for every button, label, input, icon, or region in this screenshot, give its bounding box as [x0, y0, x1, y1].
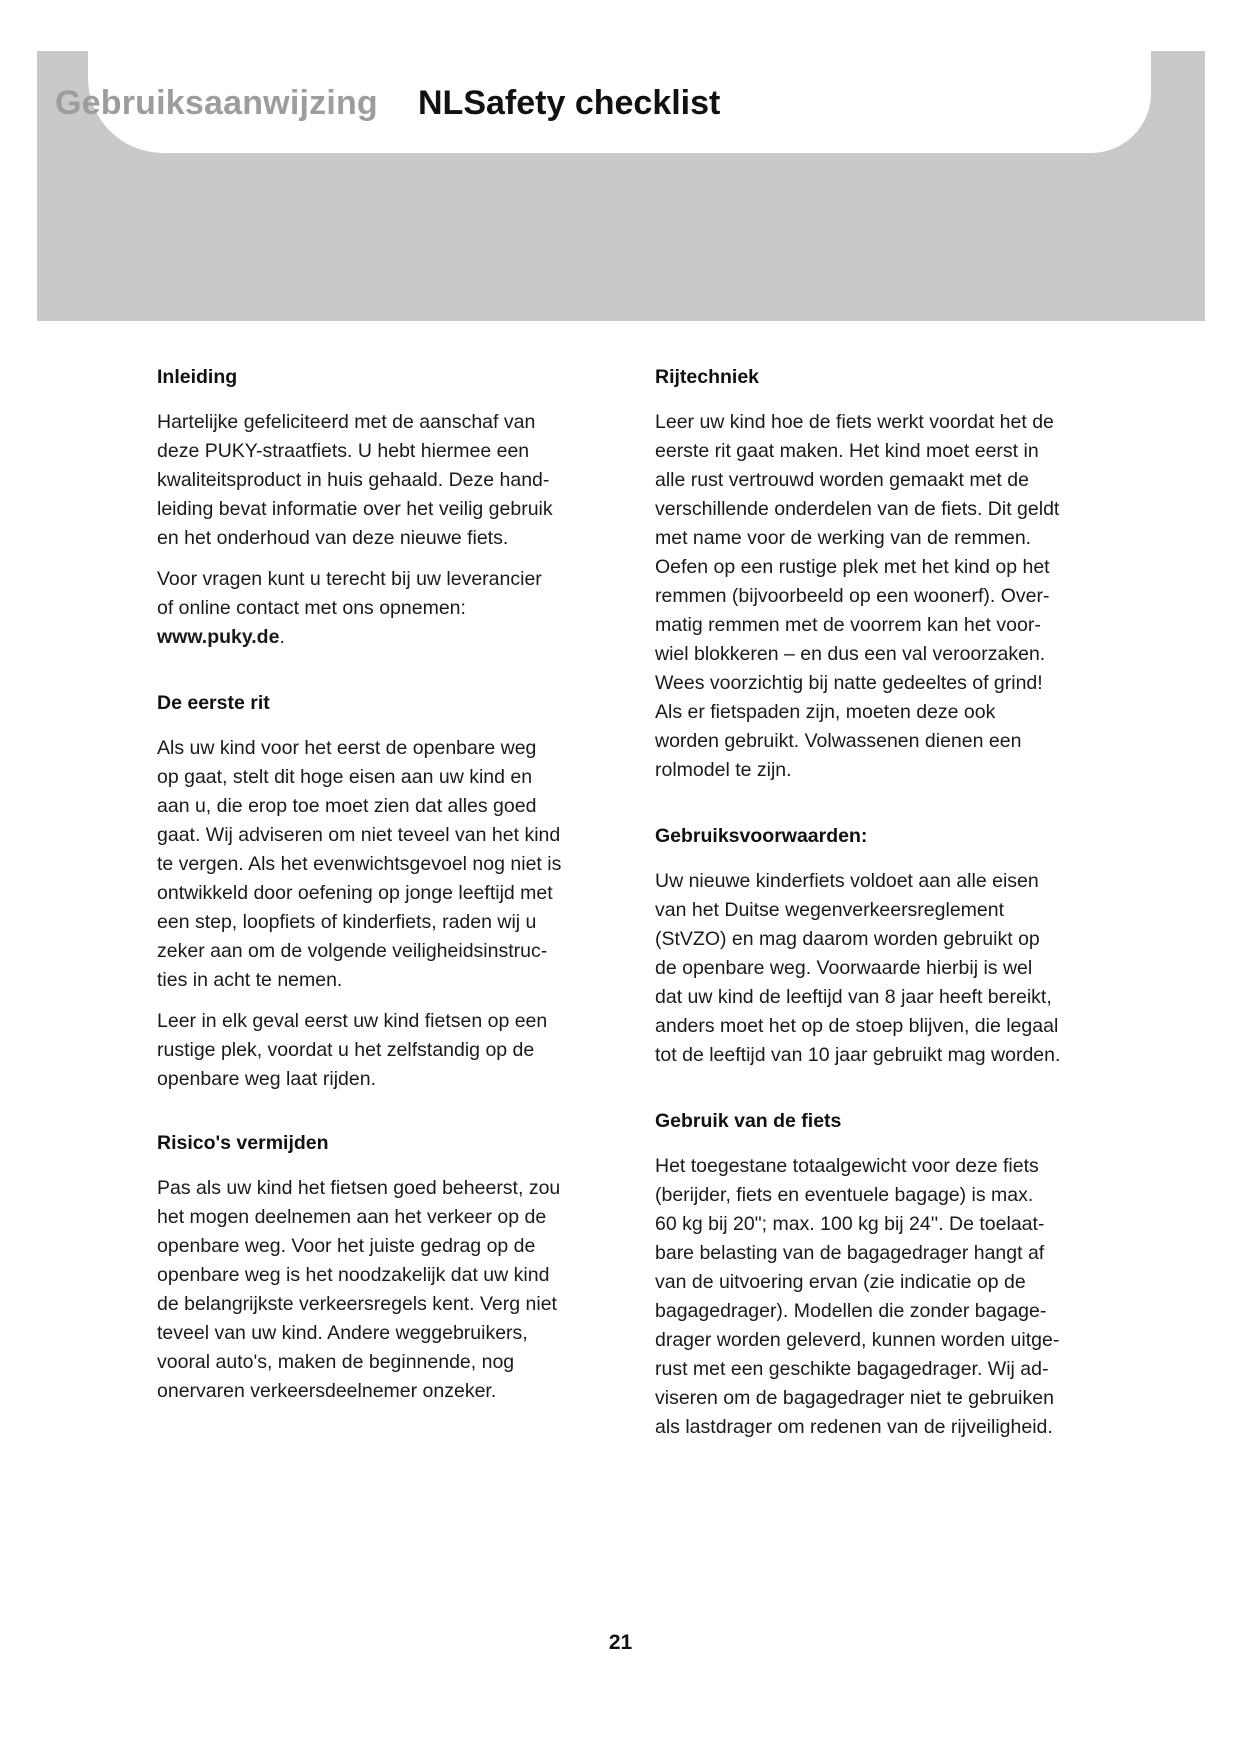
section-heading: Inleiding — [157, 366, 238, 388]
section-paragraph: Leer uw kind hoe de fiets werkt voordat het de eerste rit gaat maken. Het kind moet eerst in alle rust vertrouwd worden gemaakt met de verschillende onderdelen van de fiets. Dit geldt met name voor de werking van de remmen. Oefen op een rustige plek met het kind op het remmen (bijvoorbeeld op een woonerf). Over- matig remmen met de voorrem kan het voor- wiel blokkeren – en dus een val veroorzaken. Wees voorzichtig bij natte gedeeltes of grind! Als er fietspaden zijn, moeten deze ook worden gebruikt. Volwassenen dienen een rolmodel te zijn. — [655, 411, 1060, 781]
section-paragraph: Hartelijke gefeliciteerd met de aanschaf van deze PUKY-straatfiets. U hebt hiermee een kwaliteitsproduct in huis gehaald. Deze hand- leiding bevat informatie over het veilig gebruik en het onderhoud van deze nieuwe fiets. — [157, 411, 553, 549]
section-paragraph: Als uw kind voor het eerst de openbare weg op gaat, stelt dit hoge eisen aan uw kind en aan u, die erop toe moet zien dat alles goed gaat. Wij adviseren om niet teveel van het kind te vergen. Als het evenwichtsgevoel nog niet is ontwikkeld door oefening op jonge leeftijd met een step, loopfiets of kinderfiets, raden wij u zeker aan om de volgende veiligheidsinstruc- ties in acht te nemen. — [157, 737, 562, 991]
section-paragraph: Leer in elk geval eerst uw kind fietsen op een rustige plek, voordat u het zelfstandig op de openbare weg laat rijden. — [157, 1010, 548, 1090]
right-column — [655, 364, 1110, 1484]
section-heading: Gebruik van de fiets — [655, 1110, 842, 1132]
website-link[interactable]: www.puky.de — [157, 626, 280, 648]
manual-title: Gebruiksaanwijzing — [55, 84, 378, 122]
section-paragraph: Het toegestane totaalgewicht voor deze fiets (berijder, fiets en eventuele bagage) is max. 60 kg bij 20"; max. 100 kg bij 24''. De toelaat- bare belasting van de bagagedrager hangt af van de uitvoering ervan (zie indicatie op de bagagedrager). Modellen die zonder bagage- drager worden geleverd, kunnen worden uitge- rust met een geschikte bagagedrager. Wij ad- viseren om de bagagedrager niet te gebruiken als lastdrager om redenen van de rijveiligheid. — [655, 1155, 1060, 1438]
section-technique — [655, 364, 1110, 785]
section-conditions — [655, 823, 1110, 1070]
page-number: 21 — [608, 1631, 633, 1654]
section-heading: Risico's vermijden — [157, 1132, 329, 1154]
section-paragraph — [157, 565, 612, 652]
page-title: NLSafety checklist — [418, 84, 721, 122]
section-intro — [157, 364, 612, 652]
contact-text: Voor vragen kunt u terecht bij uw leverancier of online contact met ons opnemen: — [157, 568, 542, 619]
section-heading: Gebruiksvoorwaarden: — [655, 825, 868, 847]
section-paragraph: Pas als uw kind het fietsen goed beheerst, zou het mogen deelnemen aan het verkeer op de openbare weg. Voor het juiste gedrag op de openbare weg is het noodzakelijk dat uw kind de belangrijkste verkeersregels kent. Verg niet teveel van uw kind. Andere weggebruikers, vooral auto's, maken de beginnende, nog onervaren verkeersdeelnemer onzeker. — [157, 1177, 561, 1402]
left-column — [157, 364, 612, 1448]
section-paragraph: Uw nieuwe kinderfiets voldoet aan alle eisen van het Duitse wegenverkeersreglement (StVZO) en mag daarom worden gebruikt op de openbare weg. Voorwaarde hierbij is wel dat uw kind de leeftijd van 8 jaar heeft bereikt, anders moet het op de stoep blijven, die legaal tot de leeftijd van 10 jaar gebruikt mag worden. — [655, 870, 1061, 1066]
section-first-ride — [157, 690, 612, 1094]
section-risks — [157, 1130, 612, 1406]
contact-text-end: . — [279, 626, 285, 648]
section-heading: De eerste rit — [157, 692, 270, 714]
section-usage — [655, 1108, 1110, 1442]
section-heading: Rijtechniek — [655, 366, 760, 388]
